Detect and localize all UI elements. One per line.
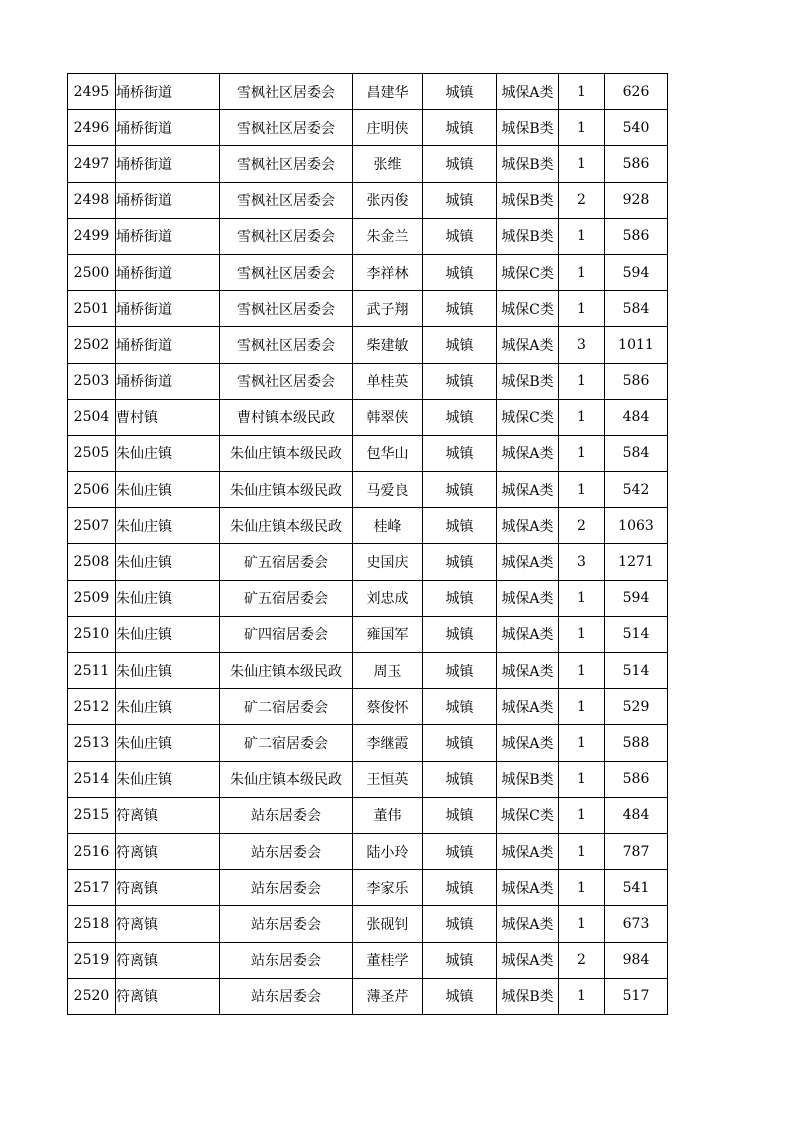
row-number-cell: 2497 bbox=[68, 146, 116, 182]
amount-cell: 588 bbox=[605, 725, 668, 761]
category-cell: 城保B类 bbox=[497, 110, 559, 146]
person-name-cell: 包华山 bbox=[353, 435, 423, 471]
household-count-cell: 1 bbox=[559, 472, 605, 508]
amount-cell: 586 bbox=[605, 218, 668, 254]
unit-cell: 矿四宿居委会 bbox=[220, 616, 353, 652]
category-cell: 城保B类 bbox=[497, 218, 559, 254]
area-type-cell: 城镇 bbox=[423, 291, 497, 327]
row-number-cell: 2495 bbox=[68, 74, 116, 110]
unit-cell: 朱仙庄镇本级民政 bbox=[220, 653, 353, 689]
person-name-cell: 董桂学 bbox=[353, 942, 423, 978]
household-count-cell: 1 bbox=[559, 906, 605, 942]
unit-cell: 矿五宿居委会 bbox=[220, 580, 353, 616]
amount-cell: 787 bbox=[605, 833, 668, 869]
person-name-cell: 陆小玲 bbox=[353, 833, 423, 869]
household-count-cell: 2 bbox=[559, 508, 605, 544]
category-cell: 城保A类 bbox=[497, 653, 559, 689]
area-type-cell: 城镇 bbox=[423, 399, 497, 435]
unit-cell: 雪枫社区居委会 bbox=[220, 363, 353, 399]
category-cell: 城保A类 bbox=[497, 435, 559, 471]
town-cell: 朱仙庄镇 bbox=[116, 580, 220, 616]
town-cell: 符离镇 bbox=[116, 797, 220, 833]
person-name-cell: 周玉 bbox=[353, 653, 423, 689]
area-type-cell: 城镇 bbox=[423, 580, 497, 616]
amount-cell: 529 bbox=[605, 689, 668, 725]
amount-cell: 484 bbox=[605, 399, 668, 435]
amount-cell: 514 bbox=[605, 616, 668, 652]
area-type-cell: 城镇 bbox=[423, 797, 497, 833]
area-type-cell: 城镇 bbox=[423, 870, 497, 906]
town-cell: 符离镇 bbox=[116, 942, 220, 978]
town-cell: 朱仙庄镇 bbox=[116, 508, 220, 544]
amount-cell: 517 bbox=[605, 978, 668, 1014]
amount-cell: 484 bbox=[605, 797, 668, 833]
area-type-cell: 城镇 bbox=[423, 254, 497, 290]
table-row bbox=[68, 218, 668, 254]
category-cell: 城保B类 bbox=[497, 761, 559, 797]
category-cell: 城保A类 bbox=[497, 870, 559, 906]
table-row bbox=[68, 110, 668, 146]
table-row bbox=[68, 653, 668, 689]
unit-cell: 雪枫社区居委会 bbox=[220, 74, 353, 110]
row-number-cell: 2504 bbox=[68, 399, 116, 435]
unit-cell: 站东居委会 bbox=[220, 833, 353, 869]
row-number-cell: 2505 bbox=[68, 435, 116, 471]
row-number-cell: 2511 bbox=[68, 653, 116, 689]
town-cell: 朱仙庄镇 bbox=[116, 544, 220, 580]
row-number-cell: 2513 bbox=[68, 725, 116, 761]
category-cell: 城保A类 bbox=[497, 544, 559, 580]
table-row bbox=[68, 146, 668, 182]
person-name-cell: 刘忠成 bbox=[353, 580, 423, 616]
area-type-cell: 城镇 bbox=[423, 689, 497, 725]
unit-cell: 站东居委会 bbox=[220, 978, 353, 1014]
area-type-cell: 城镇 bbox=[423, 472, 497, 508]
person-name-cell: 韩翠侠 bbox=[353, 399, 423, 435]
amount-cell: 541 bbox=[605, 870, 668, 906]
person-name-cell: 李家乐 bbox=[353, 870, 423, 906]
area-type-cell: 城镇 bbox=[423, 218, 497, 254]
table-row bbox=[68, 182, 668, 218]
person-name-cell: 庄明侠 bbox=[353, 110, 423, 146]
town-cell: 符离镇 bbox=[116, 978, 220, 1014]
row-number-cell: 2520 bbox=[68, 978, 116, 1014]
unit-cell: 朱仙庄镇本级民政 bbox=[220, 508, 353, 544]
category-cell: 城保A类 bbox=[497, 472, 559, 508]
amount-cell: 594 bbox=[605, 254, 668, 290]
town-cell: 曹村镇 bbox=[116, 399, 220, 435]
area-type-cell: 城镇 bbox=[423, 363, 497, 399]
amount-cell: 1271 bbox=[605, 544, 668, 580]
area-type-cell: 城镇 bbox=[423, 833, 497, 869]
row-number-cell: 2502 bbox=[68, 327, 116, 363]
unit-cell: 站东居委会 bbox=[220, 942, 353, 978]
category-cell: 城保A类 bbox=[497, 74, 559, 110]
row-number-cell: 2509 bbox=[68, 580, 116, 616]
town-cell: 符离镇 bbox=[116, 833, 220, 869]
table-row bbox=[68, 870, 668, 906]
amount-cell: 586 bbox=[605, 761, 668, 797]
unit-cell: 朱仙庄镇本级民政 bbox=[220, 472, 353, 508]
row-number-cell: 2503 bbox=[68, 363, 116, 399]
row-number-cell: 2496 bbox=[68, 110, 116, 146]
person-name-cell: 李祥林 bbox=[353, 254, 423, 290]
table-row bbox=[68, 978, 668, 1014]
table-row bbox=[68, 472, 668, 508]
area-type-cell: 城镇 bbox=[423, 616, 497, 652]
person-name-cell: 单桂英 bbox=[353, 363, 423, 399]
table-row bbox=[68, 689, 668, 725]
row-number-cell: 2510 bbox=[68, 616, 116, 652]
town-cell: 朱仙庄镇 bbox=[116, 472, 220, 508]
category-cell: 城保C类 bbox=[497, 291, 559, 327]
category-cell: 城保A类 bbox=[497, 906, 559, 942]
row-number-cell: 2512 bbox=[68, 689, 116, 725]
table-row bbox=[68, 833, 668, 869]
person-name-cell: 武子翔 bbox=[353, 291, 423, 327]
row-number-cell: 2500 bbox=[68, 254, 116, 290]
town-cell: 朱仙庄镇 bbox=[116, 725, 220, 761]
person-name-cell: 王恒英 bbox=[353, 761, 423, 797]
household-count-cell: 1 bbox=[559, 616, 605, 652]
person-name-cell: 雍国军 bbox=[353, 616, 423, 652]
category-cell: 城保A类 bbox=[497, 616, 559, 652]
row-number-cell: 2506 bbox=[68, 472, 116, 508]
person-name-cell: 史国庆 bbox=[353, 544, 423, 580]
person-name-cell: 柴建敏 bbox=[353, 327, 423, 363]
area-type-cell: 城镇 bbox=[423, 544, 497, 580]
household-count-cell: 1 bbox=[559, 363, 605, 399]
amount-cell: 586 bbox=[605, 146, 668, 182]
person-name-cell: 张砚钊 bbox=[353, 906, 423, 942]
table-row bbox=[68, 942, 668, 978]
household-count-cell: 1 bbox=[559, 653, 605, 689]
unit-cell: 矿五宿居委会 bbox=[220, 544, 353, 580]
town-cell: 埇桥街道 bbox=[116, 254, 220, 290]
person-name-cell: 李继霞 bbox=[353, 725, 423, 761]
roster-table bbox=[67, 73, 668, 1015]
household-count-cell: 1 bbox=[559, 291, 605, 327]
amount-cell: 542 bbox=[605, 472, 668, 508]
unit-cell: 矿二宿居委会 bbox=[220, 689, 353, 725]
unit-cell: 曹村镇本级民政 bbox=[220, 399, 353, 435]
row-number-cell: 2499 bbox=[68, 218, 116, 254]
household-count-cell: 1 bbox=[559, 218, 605, 254]
category-cell: 城保B类 bbox=[497, 146, 559, 182]
household-count-cell: 1 bbox=[559, 870, 605, 906]
table-row bbox=[68, 761, 668, 797]
table-row bbox=[68, 363, 668, 399]
row-number-cell: 2507 bbox=[68, 508, 116, 544]
town-cell: 符离镇 bbox=[116, 906, 220, 942]
area-type-cell: 城镇 bbox=[423, 74, 497, 110]
person-name-cell: 薄圣芹 bbox=[353, 978, 423, 1014]
table-row bbox=[68, 725, 668, 761]
household-count-cell: 1 bbox=[559, 833, 605, 869]
person-name-cell: 张维 bbox=[353, 146, 423, 182]
row-number-cell: 2515 bbox=[68, 797, 116, 833]
town-cell: 朱仙庄镇 bbox=[116, 435, 220, 471]
row-number-cell: 2501 bbox=[68, 291, 116, 327]
unit-cell: 朱仙庄镇本级民政 bbox=[220, 435, 353, 471]
unit-cell: 雪枫社区居委会 bbox=[220, 254, 353, 290]
amount-cell: 1063 bbox=[605, 508, 668, 544]
category-cell: 城保B类 bbox=[497, 363, 559, 399]
town-cell: 朱仙庄镇 bbox=[116, 689, 220, 725]
area-type-cell: 城镇 bbox=[423, 653, 497, 689]
area-type-cell: 城镇 bbox=[423, 761, 497, 797]
row-number-cell: 2508 bbox=[68, 544, 116, 580]
category-cell: 城保A类 bbox=[497, 508, 559, 544]
household-count-cell: 2 bbox=[559, 942, 605, 978]
row-number-cell: 2518 bbox=[68, 906, 116, 942]
amount-cell: 673 bbox=[605, 906, 668, 942]
town-cell: 埇桥街道 bbox=[116, 146, 220, 182]
area-type-cell: 城镇 bbox=[423, 182, 497, 218]
area-type-cell: 城镇 bbox=[423, 110, 497, 146]
category-cell: 城保C类 bbox=[497, 254, 559, 290]
town-cell: 埇桥街道 bbox=[116, 218, 220, 254]
category-cell: 城保A类 bbox=[497, 327, 559, 363]
table-row bbox=[68, 435, 668, 471]
town-cell: 埇桥街道 bbox=[116, 182, 220, 218]
row-number-cell: 2514 bbox=[68, 761, 116, 797]
amount-cell: 928 bbox=[605, 182, 668, 218]
category-cell: 城保B类 bbox=[497, 182, 559, 218]
row-number-cell: 2498 bbox=[68, 182, 116, 218]
unit-cell: 雪枫社区居委会 bbox=[220, 291, 353, 327]
town-cell: 埇桥街道 bbox=[116, 110, 220, 146]
town-cell: 朱仙庄镇 bbox=[116, 653, 220, 689]
person-name-cell: 昌建华 bbox=[353, 74, 423, 110]
amount-cell: 540 bbox=[605, 110, 668, 146]
table-row bbox=[68, 906, 668, 942]
town-cell: 朱仙庄镇 bbox=[116, 616, 220, 652]
household-count-cell: 1 bbox=[559, 725, 605, 761]
table-row bbox=[68, 399, 668, 435]
unit-cell: 雪枫社区居委会 bbox=[220, 218, 353, 254]
unit-cell: 矿二宿居委会 bbox=[220, 725, 353, 761]
town-cell: 符离镇 bbox=[116, 870, 220, 906]
amount-cell: 984 bbox=[605, 942, 668, 978]
household-count-cell: 1 bbox=[559, 435, 605, 471]
table-row bbox=[68, 254, 668, 290]
area-type-cell: 城镇 bbox=[423, 435, 497, 471]
household-count-cell: 1 bbox=[559, 399, 605, 435]
unit-cell: 站东居委会 bbox=[220, 870, 353, 906]
person-name-cell: 马爱良 bbox=[353, 472, 423, 508]
town-cell: 埇桥街道 bbox=[116, 327, 220, 363]
household-count-cell: 1 bbox=[559, 110, 605, 146]
row-number-cell: 2517 bbox=[68, 870, 116, 906]
household-count-cell: 1 bbox=[559, 254, 605, 290]
household-count-cell: 3 bbox=[559, 544, 605, 580]
area-type-cell: 城镇 bbox=[423, 327, 497, 363]
area-type-cell: 城镇 bbox=[423, 906, 497, 942]
category-cell: 城保C类 bbox=[497, 797, 559, 833]
unit-cell: 雪枫社区居委会 bbox=[220, 110, 353, 146]
roster-table-body bbox=[68, 74, 668, 1015]
amount-cell: 1011 bbox=[605, 327, 668, 363]
category-cell: 城保A类 bbox=[497, 942, 559, 978]
table-row bbox=[68, 74, 668, 110]
amount-cell: 584 bbox=[605, 435, 668, 471]
area-type-cell: 城镇 bbox=[423, 508, 497, 544]
household-count-cell: 1 bbox=[559, 978, 605, 1014]
town-cell: 埇桥街道 bbox=[116, 291, 220, 327]
category-cell: 城保C类 bbox=[497, 399, 559, 435]
unit-cell: 站东居委会 bbox=[220, 797, 353, 833]
town-cell: 埇桥街道 bbox=[116, 363, 220, 399]
household-count-cell: 1 bbox=[559, 580, 605, 616]
household-count-cell: 1 bbox=[559, 761, 605, 797]
amount-cell: 586 bbox=[605, 363, 668, 399]
unit-cell: 站东居委会 bbox=[220, 906, 353, 942]
unit-cell: 雪枫社区居委会 bbox=[220, 182, 353, 218]
town-cell: 朱仙庄镇 bbox=[116, 761, 220, 797]
person-name-cell: 张丙俊 bbox=[353, 182, 423, 218]
person-name-cell: 蔡俊怀 bbox=[353, 689, 423, 725]
table-row bbox=[68, 291, 668, 327]
table-row bbox=[68, 544, 668, 580]
unit-cell: 雪枫社区居委会 bbox=[220, 146, 353, 182]
area-type-cell: 城镇 bbox=[423, 978, 497, 1014]
category-cell: 城保B类 bbox=[497, 978, 559, 1014]
person-name-cell: 桂峰 bbox=[353, 508, 423, 544]
area-type-cell: 城镇 bbox=[423, 725, 497, 761]
area-type-cell: 城镇 bbox=[423, 942, 497, 978]
unit-cell: 朱仙庄镇本级民政 bbox=[220, 761, 353, 797]
category-cell: 城保A类 bbox=[497, 833, 559, 869]
amount-cell: 514 bbox=[605, 653, 668, 689]
household-count-cell: 2 bbox=[559, 182, 605, 218]
row-number-cell: 2519 bbox=[68, 942, 116, 978]
amount-cell: 584 bbox=[605, 291, 668, 327]
household-count-cell: 1 bbox=[559, 74, 605, 110]
amount-cell: 626 bbox=[605, 74, 668, 110]
table-row bbox=[68, 616, 668, 652]
table-row bbox=[68, 797, 668, 833]
town-cell: 埇桥街道 bbox=[116, 74, 220, 110]
person-name-cell: 朱金兰 bbox=[353, 218, 423, 254]
household-count-cell: 3 bbox=[559, 327, 605, 363]
unit-cell: 雪枫社区居委会 bbox=[220, 327, 353, 363]
table-row bbox=[68, 580, 668, 616]
household-count-cell: 1 bbox=[559, 797, 605, 833]
household-count-cell: 1 bbox=[559, 689, 605, 725]
area-type-cell: 城镇 bbox=[423, 146, 497, 182]
category-cell: 城保A类 bbox=[497, 725, 559, 761]
amount-cell: 594 bbox=[605, 580, 668, 616]
category-cell: 城保A类 bbox=[497, 580, 559, 616]
row-number-cell: 2516 bbox=[68, 833, 116, 869]
household-count-cell: 1 bbox=[559, 146, 605, 182]
category-cell: 城保A类 bbox=[497, 689, 559, 725]
table-row bbox=[68, 508, 668, 544]
person-name-cell: 董伟 bbox=[353, 797, 423, 833]
table-row bbox=[68, 327, 668, 363]
